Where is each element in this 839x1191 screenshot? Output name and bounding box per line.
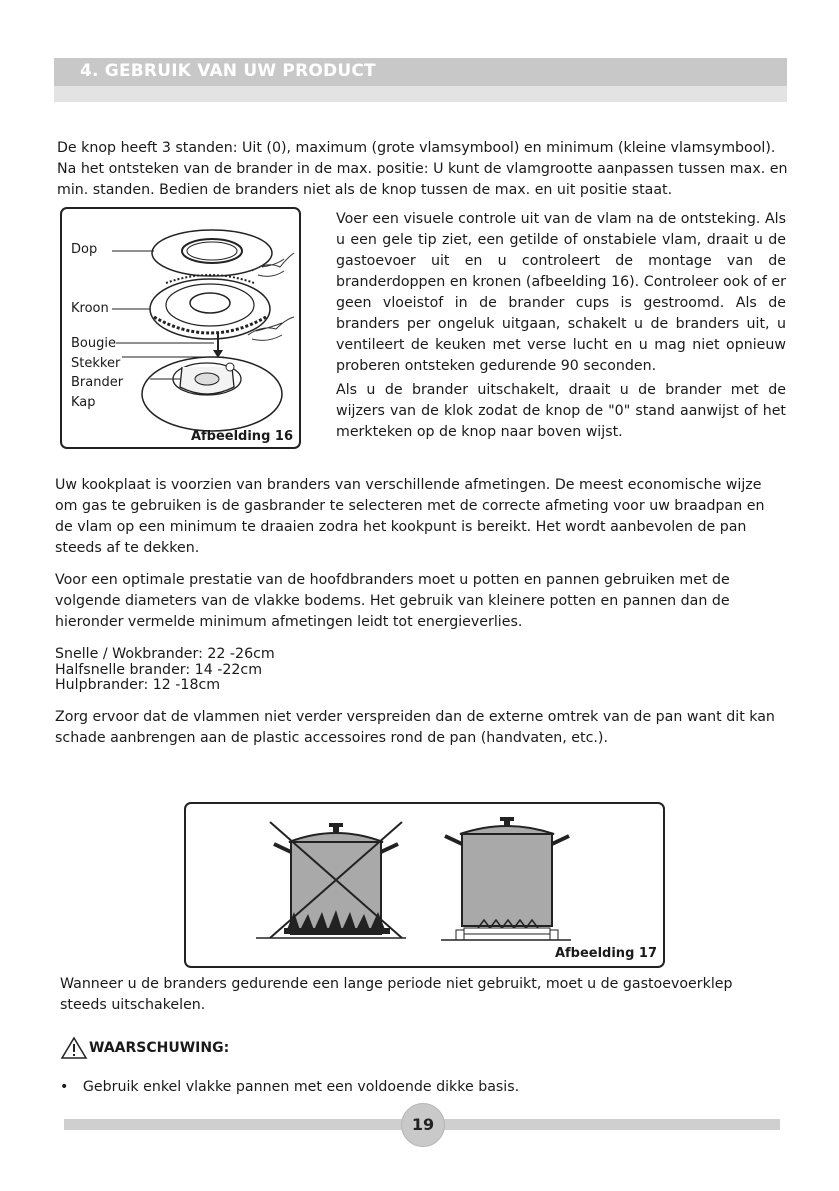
intro-text [57,138,797,201]
burner-size-paragraph: Uw kookplaat is voorzien van branders van verschillende afmetingen. De meest economische wijze om gas te gebruiken is de gasbrander te selecteren met de correcte afmeting voor uw braadpan en de vlam op een minimum te draaien zodra het kookpunt is bereikt. Het wordt aanbevolen de pan steeds af te dekken. [55,477,765,556]
flame-check-paragraph: Voer een visuele controle uit van de vlam na de ontsteking. Als u een gele tip ziet, een getilde of onstabiele vlam, draait u de gastoevoer uit en u controleert de montage van de branderdoppen en kronen (afbeelding 16). Controleer ook of er geen vloeistof in de brander cups is gestroomd. Als de branders per ongeluk uitgaan, schakelt u de branders uit, u ventileert de keuken met verse lucht en u mag niet opnieuw proberen ontsteken gedurende 90 seconden. [336,211,786,374]
label-kap: Kap [71,395,96,410]
burner-diagram [62,209,299,447]
intro-line: min. standen. Bedien de branders niet als de knop tussen de max. en uit positie staat. [57,182,673,198]
label-dop: Dop [71,242,98,257]
warning-title: WAARSCHUWING: [89,1040,230,1056]
intro-line: Na het ontsteken van de brander in de max. positie: U kunt de vlamgrootte aanpassen tussen max. en [57,161,788,177]
warning-icon [60,1036,88,1060]
intro-line: De knop heeft 3 standen: Uit (0), maximum (grote vlamsymbool) en minimum (kleine vlamsymbool). [57,140,776,156]
figure-16-caption: Afbeelding 16 [190,429,293,444]
section-title: 4. GEBRUIK VAN UW PRODUCT [80,61,376,81]
gas-supply-paragraph: Wanneer u de branders gedurende een lange periode niet gebruikt, moet u de gastoevoerklep steeds uitschakelen. [60,976,733,1013]
incorrect-pan-icon [256,822,406,938]
flame-spread-paragraph: Zorg ervoor dat de vlammen niet verder verspreiden dan de externe omtrek van de pan want dit kan schade aanbrengen aan de plastic accessoires rond de pan (handvaten, etc.). [55,709,775,746]
warning-heading [60,1036,229,1060]
turn-off-paragraph: Als u de brander uitschakelt, draait u de brander met de wijzers van de klok zodat de knop de "0" stand aanwijst of het merkteken op de knop naar boven wijst. [336,382,786,440]
pan-size-item: Hulpbrander: 12 -18cm [55,677,221,693]
pan-size-list [55,647,455,694]
page-number: 19 [401,1103,445,1147]
label-kroon: Kroon [71,301,109,316]
bullet-icon: • [60,1079,69,1095]
label-brander: Brander [71,375,124,390]
pan-comparison-diagram [186,804,663,966]
figure-17-caption: Afbeelding 17 [554,946,657,961]
figure-16 [60,207,301,449]
figure-17 [184,802,665,968]
correct-pan-icon [441,817,571,940]
warning-bullet [60,1077,780,1098]
pan-size-item: Snelle / Wokbrander: 22 -26cm [55,646,275,662]
label-bougie: Bougie [71,336,116,351]
pan-size-item: Halfsnelle brander: 14 -22cm [55,661,263,678]
pan-diameter-paragraph: Voor een optimale prestatie van de hoofdbranders moet u potten en pannen gebruiken met de volgende diameters van de vlakke bodems. Het gebruik van kleinere potten en pannen dan de hieronder vermelde minimum afmetingen leidt tot energieverlies. [55,572,730,630]
warning-bullet-text: Gebruik enkel vlakke pannen met een voldoende dikke basis. [82,1079,520,1095]
section-header-underbar [54,86,787,102]
label-stekker: Stekker [71,356,121,371]
